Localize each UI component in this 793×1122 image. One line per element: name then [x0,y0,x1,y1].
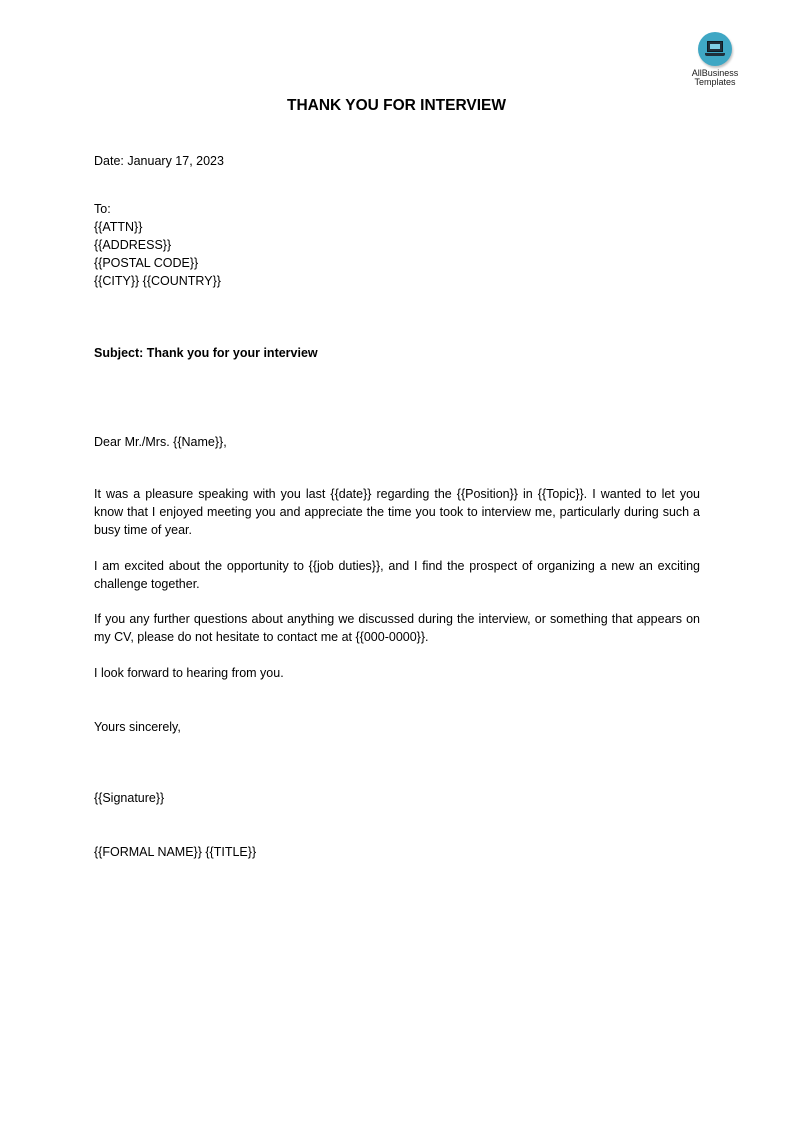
recipient-address-line: {{ADDRESS}} [94,238,172,252]
recipient-attn: {{ATTN}} [94,220,143,234]
paragraph-1: It was a pleasure speaking with you last {{date}} regarding the {{Position}} in {{Topic}}. I wanted to let you know that I enjoyed meeting you and appreciate the time you took to interview me, particularly during such a busy time of year. [94,487,700,537]
logo-line-2: Templates [694,77,736,87]
logo-line-1: AllBusiness [691,68,739,78]
recipient-to: To: [94,202,111,216]
salutation: Dear Mr./Mrs. {{Name}}, [94,435,227,449]
subject-line: Subject: Thank you for your interview [94,346,318,360]
formal-name: {{FORMAL NAME}} {{TITLE}} [94,845,257,859]
document-title: THANK YOU FOR INTERVIEW [286,97,507,114]
paragraph-4: I look forward to hearing from you. [94,666,284,680]
recipient-city-country: {{CITY}} {{COUNTRY}} [94,274,221,288]
signature: {{Signature}} [94,791,165,805]
recipient-postal: {{POSTAL CODE}} [94,256,199,270]
laptop-icon [698,32,732,66]
date-line: Date: January 17, 2023 [94,154,224,168]
paragraph-3: If you any further questions about anything we discussed during the interview, or something that appears on my CV, please do not hesitate to contact me at {{000-0000}}. [94,612,700,644]
recipient-address [94,200,700,290]
paragraph-2: I am excited about the opportunity to {{job duties}}, and I find the prospect of organizing a new an exciting challenge together. [94,559,700,591]
logo-text [680,69,750,87]
allbusiness-logo [680,30,750,87]
closing: Yours sincerely, [94,720,181,734]
